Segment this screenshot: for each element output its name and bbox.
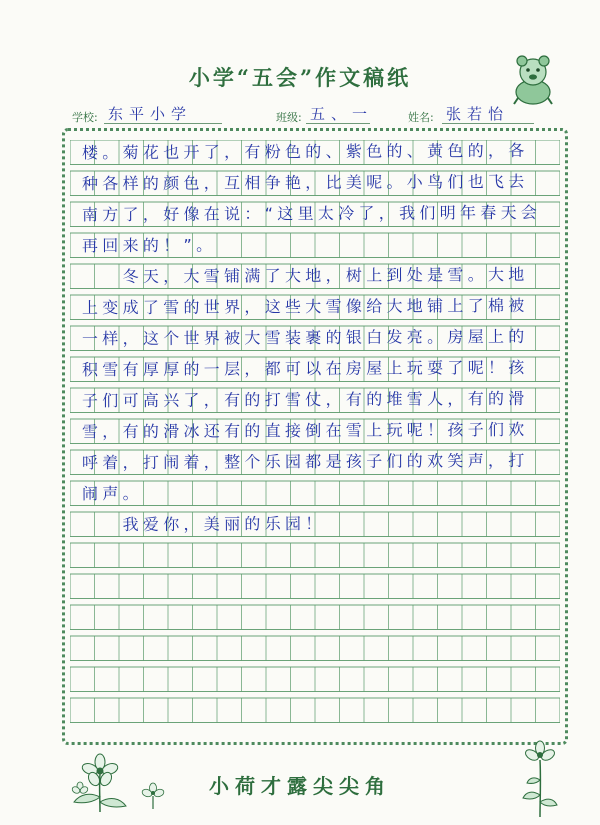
essay-text	[82, 140, 562, 543]
cartoon-bear-icon	[508, 52, 558, 106]
footer-slogan: 小荷才露尖尖角	[209, 774, 391, 798]
name-value: 张若怡	[446, 105, 510, 123]
essay-line: 种各样的颜色，互相争艳，比美呢。小鸟们也飞去	[81, 171, 529, 194]
school-value: 东平小学	[108, 105, 193, 123]
class-label: 班级:	[276, 111, 302, 124]
flower-icon	[520, 740, 560, 818]
essay-line: 我爱你，美丽的乐园！	[81, 513, 326, 535]
essay-line: 上变成了雪的世界，这些大雪像给大地铺上了棉被	[81, 295, 529, 318]
page-title: 小学“五会”作文稿纸	[188, 65, 412, 90]
name-label: 姓名:	[408, 111, 434, 124]
essay-line: 子们可高兴了，有的打雪仗，有的堆雪人，有的滑	[81, 388, 529, 411]
name-underline	[442, 123, 534, 124]
essay-line: 冬天，大雪铺满了大地，树上到处是雪。大地	[81, 264, 529, 287]
essay-line: 积雪有厚厚的一层，都可以在房屋上玩耍了呢！孩	[81, 357, 529, 380]
school-label: 学校:	[72, 111, 98, 124]
student-info-row	[0, 104, 600, 128]
class-underline	[306, 123, 370, 124]
essay-lines	[82, 140, 562, 543]
essay-line: 闹声。	[81, 483, 143, 504]
essay-line: 南方了，好像在说：“这里太冷了，我们明年春天会	[81, 202, 542, 225]
essay-line: 呼着，打闹着，整个乐园都是孩子们的欢笑声，打	[81, 450, 529, 473]
essay-line: 雪，有的滑冰还有的直接倒在雪上玩呢！孩子们欢	[81, 419, 529, 442]
essay-line: 一样，这个世界被大雪装裹的银白发亮。房屋上的	[81, 326, 529, 349]
class-value: 五、一	[310, 105, 374, 123]
essay-line: 楼。菊花也开了，有粉色的、紫色的、黄色的，各	[81, 140, 529, 163]
essay-line: 再回来的！”。	[81, 235, 217, 256]
school-underline	[104, 123, 222, 124]
